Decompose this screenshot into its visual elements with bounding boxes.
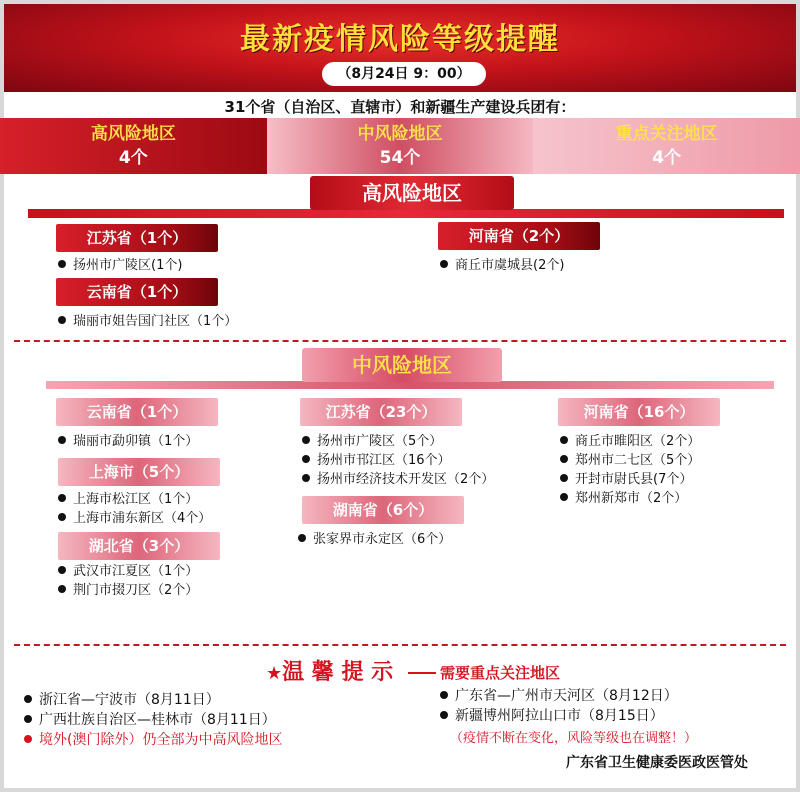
list-item: 商丘市睢阳区（2个） bbox=[560, 432, 700, 451]
list-item: 瑞丽市勐卯镇（1个） bbox=[58, 432, 198, 451]
province-tag-henan-mid: 河南省（16个） bbox=[558, 398, 720, 426]
tips-right-list bbox=[440, 686, 678, 726]
mid-hubei-list bbox=[58, 562, 198, 600]
intro-text: 31个省（自治区、直辖市）和新疆生产建设兵团有： bbox=[224, 98, 576, 116]
bullet-icon bbox=[560, 474, 568, 482]
bullet-icon bbox=[302, 474, 310, 482]
list-item: 荆门市掇刀区（2个） bbox=[58, 581, 198, 600]
tips-left-list bbox=[24, 690, 282, 750]
bullet-icon bbox=[24, 735, 32, 743]
summary-focus-label: 重点关注地区 bbox=[615, 124, 718, 144]
section-divider bbox=[14, 340, 786, 342]
list-item: 武汉市江夏区（1个） bbox=[58, 562, 198, 581]
bullet-icon bbox=[560, 436, 568, 444]
tips-note: （疫情不断在变化，风险等级也在调整！） bbox=[450, 731, 698, 746]
bullet-icon bbox=[24, 715, 32, 723]
mid-shanghai-list bbox=[58, 490, 211, 528]
star-icon: ★ bbox=[266, 663, 283, 684]
list-item: 浙江省—宁波市（8月11日） bbox=[24, 690, 282, 710]
footer-source: 广东省卫生健康委医政医管处 bbox=[566, 755, 748, 771]
risk-summary bbox=[0, 118, 800, 174]
tips-title bbox=[266, 655, 393, 686]
list-item: 上海市浦东新区（4个） bbox=[58, 509, 211, 528]
list-item: 扬州市经济技术开发区（2个） bbox=[302, 470, 494, 489]
list-item: 扬州市广陵区(1个) bbox=[58, 256, 182, 275]
bullet-icon bbox=[24, 695, 32, 703]
mid-jiangsu-list bbox=[302, 432, 494, 489]
list-item: 上海市松江区（1个） bbox=[58, 490, 211, 509]
high-section-title: 高风险地区 bbox=[310, 176, 514, 210]
list-item: 扬州市邗江区（16个） bbox=[302, 451, 494, 470]
summary-high-count: 4个 bbox=[118, 148, 148, 168]
bullet-icon bbox=[58, 436, 66, 444]
list-item: 新疆博州阿拉山口市（8月15日） bbox=[440, 706, 678, 726]
list-item: 开封市尉氏县(7个） bbox=[560, 470, 700, 489]
summary-mid bbox=[267, 118, 534, 174]
high-yunnan-list bbox=[58, 312, 237, 331]
province-tag-yunnan-mid: 云南省（1个） bbox=[56, 398, 218, 426]
bullet-icon bbox=[58, 513, 66, 521]
list-item: 广西壮族自治区—桂林市（8月11日） bbox=[24, 710, 282, 730]
bullet-icon bbox=[58, 316, 66, 324]
high-section-rule bbox=[28, 209, 784, 218]
summary-focus-count: 4个 bbox=[652, 148, 682, 168]
page-title: 最新疫情风险等级提醒 bbox=[240, 22, 560, 57]
province-tag-jiangsu-mid: 江苏省（23个） bbox=[300, 398, 462, 426]
bullet-icon bbox=[58, 260, 66, 268]
list-item: 郑州市二七区（5个） bbox=[560, 451, 700, 470]
bullet-icon bbox=[440, 260, 448, 268]
date-badge: （8月24日 9：00） bbox=[322, 62, 486, 86]
list-item: 广东省—广州市天河区（8月12日） bbox=[440, 686, 678, 706]
tips-subtitle: 需要重点关注地区 bbox=[440, 664, 561, 682]
high-jiangsu-list bbox=[58, 256, 182, 275]
summary-focus bbox=[533, 118, 800, 174]
bullet-icon bbox=[440, 691, 448, 699]
mid-section-title: 中风险地区 bbox=[302, 348, 502, 382]
summary-high-label: 高风险地区 bbox=[90, 124, 176, 144]
mid-section-rule bbox=[46, 381, 774, 389]
list-item: 张家界市永定区（6个） bbox=[298, 530, 451, 549]
list-item: 郑州新郑市（2个） bbox=[560, 489, 700, 508]
bullet-icon bbox=[440, 711, 448, 719]
tips-title-text: 温 馨 提 示 bbox=[282, 660, 394, 685]
province-tag-hubei-mid: 湖北省（3个） bbox=[58, 532, 220, 560]
summary-high bbox=[0, 118, 267, 174]
bullet-icon bbox=[58, 566, 66, 574]
province-tag-hunan-mid: 湖南省（6个） bbox=[302, 496, 464, 524]
summary-mid-count: 54个 bbox=[379, 148, 421, 168]
bullet-icon bbox=[298, 534, 306, 542]
list-item-red: 境外(澳门除外）仍全部为中高风险地区 bbox=[24, 730, 282, 750]
tips-dash-line bbox=[408, 672, 436, 674]
bullet-icon bbox=[302, 455, 310, 463]
summary-mid-label: 中风险地区 bbox=[357, 124, 443, 144]
high-henan-list bbox=[440, 256, 564, 275]
province-tag-yunnan-high: 云南省（1个） bbox=[56, 278, 218, 306]
header-banner bbox=[4, 4, 796, 92]
bullet-icon bbox=[560, 493, 568, 501]
list-item: 商丘市虞城县(2个) bbox=[440, 256, 564, 275]
bullet-icon bbox=[58, 585, 66, 593]
bullet-icon bbox=[560, 455, 568, 463]
section-divider-2 bbox=[14, 644, 786, 646]
mid-hunan-list bbox=[298, 530, 451, 549]
province-tag-jiangsu-high: 江苏省（1个） bbox=[56, 224, 218, 252]
bullet-icon bbox=[302, 436, 310, 444]
province-tag-shanghai-mid: 上海市（5个） bbox=[58, 458, 220, 486]
mid-henan-list bbox=[560, 432, 700, 508]
list-item: 扬州市广陵区（5个） bbox=[302, 432, 494, 451]
list-item: 瑞丽市姐告国门社区（1个） bbox=[58, 312, 237, 331]
bullet-icon bbox=[58, 494, 66, 502]
mid-yunnan-list bbox=[58, 432, 198, 451]
province-tag-henan-high: 河南省（2个） bbox=[438, 222, 600, 250]
